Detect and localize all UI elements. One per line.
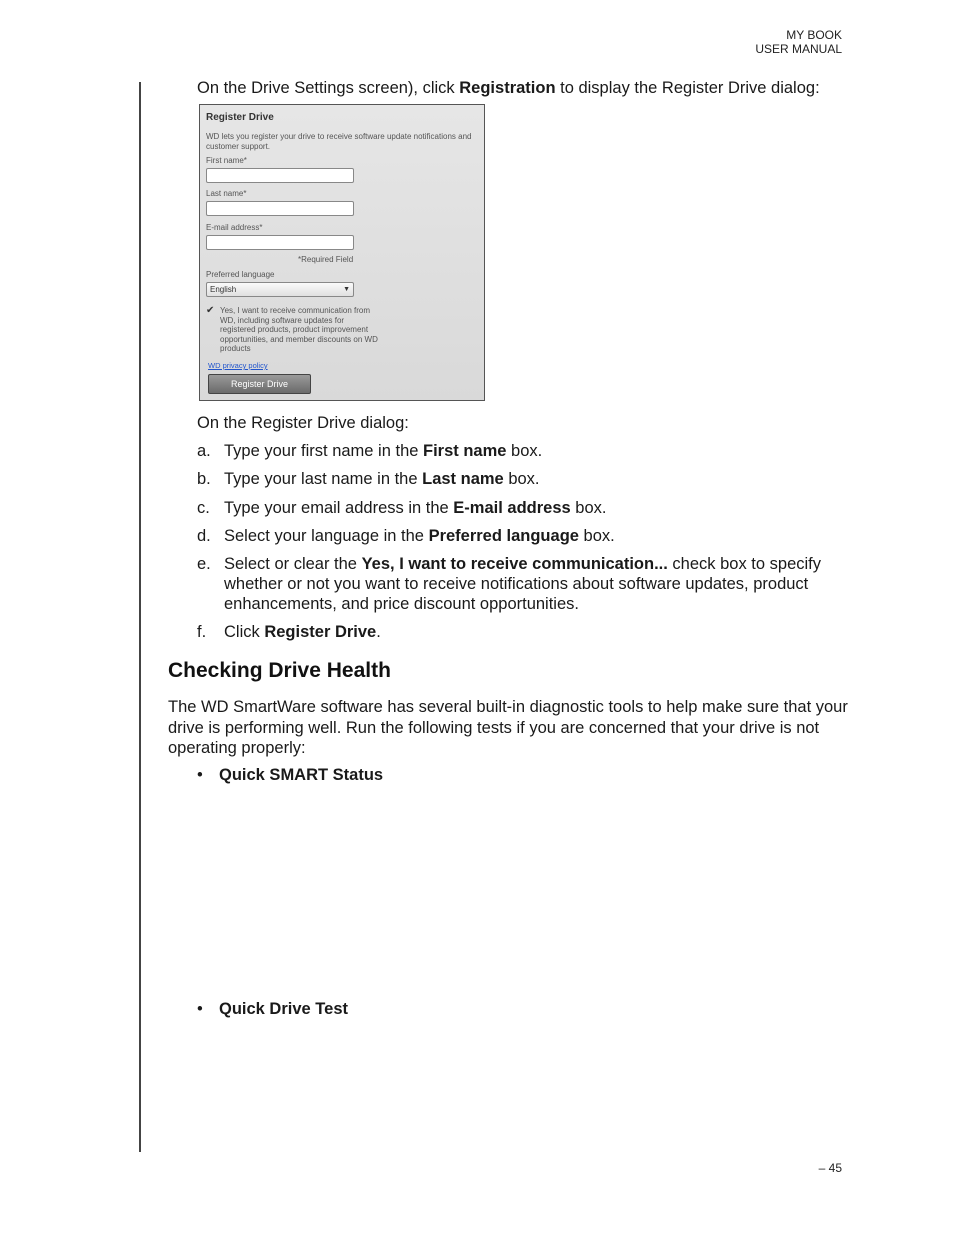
running-header: [755, 28, 842, 56]
step-text-bold: First name: [423, 442, 507, 460]
step-text-start: Click: [224, 623, 265, 641]
step-text-start: Select your language in the: [224, 527, 429, 545]
step-marker: f.: [197, 623, 207, 641]
first-name-field[interactable]: [206, 168, 354, 183]
privacy-policy-link[interactable]: WD privacy policy: [208, 361, 268, 370]
header-title: MY BOOK: [786, 28, 842, 42]
step-text-end: .: [376, 623, 381, 641]
step-marker: e.: [197, 555, 211, 573]
step-text-bold: Last name: [422, 470, 504, 488]
intro-paragraph: [197, 79, 820, 98]
bullet-icon: •: [197, 1000, 203, 1018]
section-heading: Checking Drive Health: [168, 659, 391, 682]
last-name-field[interactable]: [206, 201, 354, 216]
email-field[interactable]: [206, 235, 354, 250]
email-label: E-mail address*: [206, 223, 263, 232]
dialog-title: Register Drive: [206, 112, 274, 123]
intro-text-start: On the Drive Settings screen), click: [197, 79, 460, 97]
bullet-icon: •: [197, 766, 203, 784]
register-drive-button[interactable]: Register Drive: [208, 374, 311, 394]
step-text-start: Type your email address in the: [224, 499, 454, 517]
step-text: [224, 498, 842, 518]
step-text-end: box.: [506, 442, 543, 460]
page-number: – 45: [818, 1161, 842, 1175]
bullet-label: Quick SMART Status: [219, 766, 384, 784]
step-text: [224, 554, 842, 614]
chevron-down-icon: ▼: [343, 286, 350, 293]
step-text-start: Type your first name in the: [224, 442, 424, 460]
step-text-end: box.: [503, 470, 540, 488]
step-text-end: box.: [578, 527, 615, 545]
dialog-description: WD lets you register your drive to receive software update notifications and customer support.: [206, 132, 472, 151]
step-text-start: Type your last name in the: [224, 470, 423, 488]
step-text: [224, 622, 842, 642]
step-text-start: Select or clear the: [224, 555, 362, 573]
step-marker: c.: [197, 499, 210, 517]
step-marker: d.: [197, 527, 211, 545]
communication-checkbox-label: Yes, I want to receive communication from WD, including software updates for registered products, product improvement opportunities, and member discounts on WD products: [220, 306, 378, 354]
intro-text-end: to display the Register Drive dialog:: [555, 79, 820, 97]
step-text-bold: Register Drive: [264, 623, 377, 641]
bullet-label: Quick Drive Test: [219, 1000, 348, 1018]
language-select[interactable]: [206, 282, 354, 297]
step-text-bold: Preferred language: [428, 527, 579, 545]
dialog-lead-text: On the Register Drive dialog:: [197, 414, 409, 432]
step-text-end: box.: [570, 499, 607, 517]
checkmark-icon[interactable]: ✔: [206, 305, 215, 316]
header-subtitle: USER MANUAL: [755, 42, 842, 56]
intro-text-bold: Registration: [459, 79, 556, 97]
last-name-label: Last name*: [206, 189, 247, 198]
step-text: [224, 469, 842, 489]
first-name-label: First name*: [206, 156, 247, 165]
step-text: [224, 526, 842, 546]
required-note: *Required Field: [298, 255, 354, 264]
language-label: Preferred language: [206, 270, 275, 279]
step-marker: a.: [197, 442, 211, 460]
step-text-end: check box to specify whether or not you want to receive notifications about software updates, product enhancements, and price discount opportunities.: [224, 555, 822, 613]
margin-rule: [139, 82, 141, 1152]
step-text-bold: E-mail address: [453, 499, 571, 517]
step-text-bold: Yes, I want to receive communication...: [361, 555, 668, 573]
step-marker: b.: [197, 470, 211, 488]
section-body: The WD SmartWare software has several built-in diagnostic tools to help make sure that your drive is performing well. Run the following tests if you are concerned that your drive is not operating properly:: [168, 698, 848, 757]
language-value: English: [210, 285, 237, 294]
step-text: [224, 441, 842, 461]
register-drive-dialog-screenshot: [199, 104, 485, 401]
